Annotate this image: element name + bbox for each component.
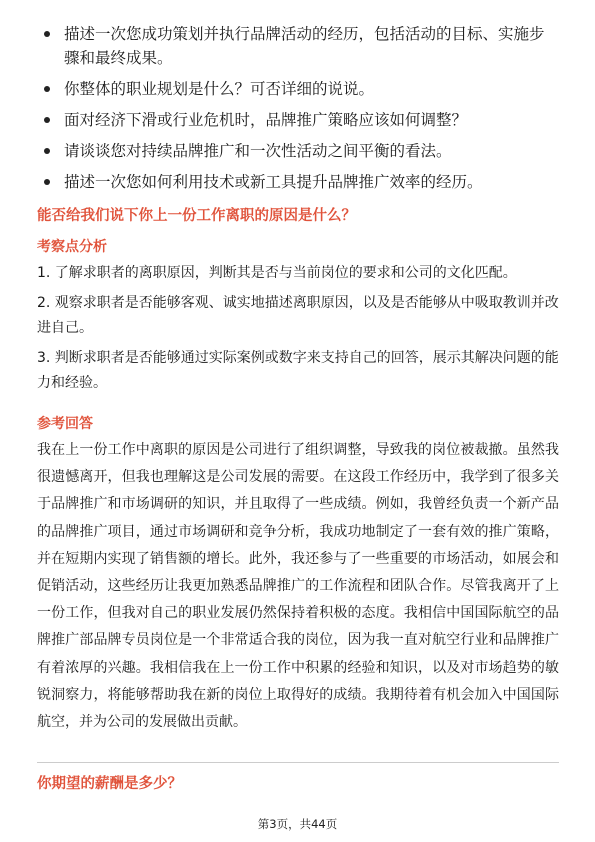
bullet-item [44,77,554,101]
answer-paragraph: 我在上一份工作中离职的原因是公司进行了组织调整，导致我的岗位被裁撤。虽然我很遗憾离开，但我也理解这是公司发展的需要。在这段工作经历中，我学到了很多关于品牌推广和市场调研的知识，并且取得了一些成绩。例如，我曾经负责一个新产品的品牌推广项目，通过市场调研和竞争分析，我成功地制定了一套有效的推广策略，并在短期内实现了销售额的增长。此外，我还参与了一些重要的市场活动，如展会和促销活动，这些经历让我更加熟悉品牌推广的工作流程和团队合作。尽管我离开了上一份工作，但我对自己的职业发展仍然保持着积极的态度。我相信中国国际航空的品牌推广部品牌专员岗位是一个非常适合我的岗位，因为我一直对航空行业和品牌推广有着浓厚的兴趣。我相信我在上一份工作中积累的经验和知识，以及对市场趋势的敏锐洞察力，将能够帮助我在新的岗位上取得好的成绩。我期待着有机会加入中国国际航空，并为公司的发展做出贡献。 [37,442,559,731]
section-divider [37,762,559,763]
analysis-point: 3. 判断求职者是否能够通过实际案例或数字来支持自己的回答，展示其解决问题的能力和经验。 [37,349,559,391]
bullet-text: 面对经济下滑或行业危机时，品牌推广策略应该如何调整？ [64,111,468,129]
bullet-dot-icon [44,179,50,185]
bullet-text: 请谈谈您对持续品牌推广和一次性活动之间平衡的看法。 [64,142,452,160]
bullet-text: 描述一次您如何利用技术或新工具提升品牌推广效率的经历。 [64,173,483,191]
next-question-title: 你期望的薪酬是多少？ [37,776,182,792]
page-number: 第3页，共44页 [257,817,338,831]
bullet-text: 描述一次您成功策划并执行品牌活动的经历，包括活动的目标、实施步骤和最终成果。 [64,25,545,67]
bullet-item [44,139,554,163]
bullet-item [44,22,554,70]
bullet-dot-icon [44,117,50,123]
question-bullet-list [44,22,554,201]
bullet-text: 你整体的职业规划是什么？可否详细的说说。 [64,80,375,98]
analysis-heading: 考察点分析 [37,239,107,255]
bullet-dot-icon [44,86,50,92]
analysis-point: 1. 了解求职者的离职原因，判断其是否与当前岗位的要求和公司的文化匹配。 [37,265,517,281]
bullet-item [44,108,554,132]
analysis-point: 2. 观察求职者是否能够客观、诚实地描述离职原因，以及是否能够从中吸取教训并改进自己。 [37,294,559,336]
question-title: 能否给我们说下你上一份工作离职的原因是什么？ [37,208,356,224]
bullet-dot-icon [44,31,50,37]
bullet-dot-icon [44,148,50,154]
bullet-item [44,170,554,194]
answer-heading: 参考回答 [37,416,93,432]
analysis-points [37,261,559,401]
